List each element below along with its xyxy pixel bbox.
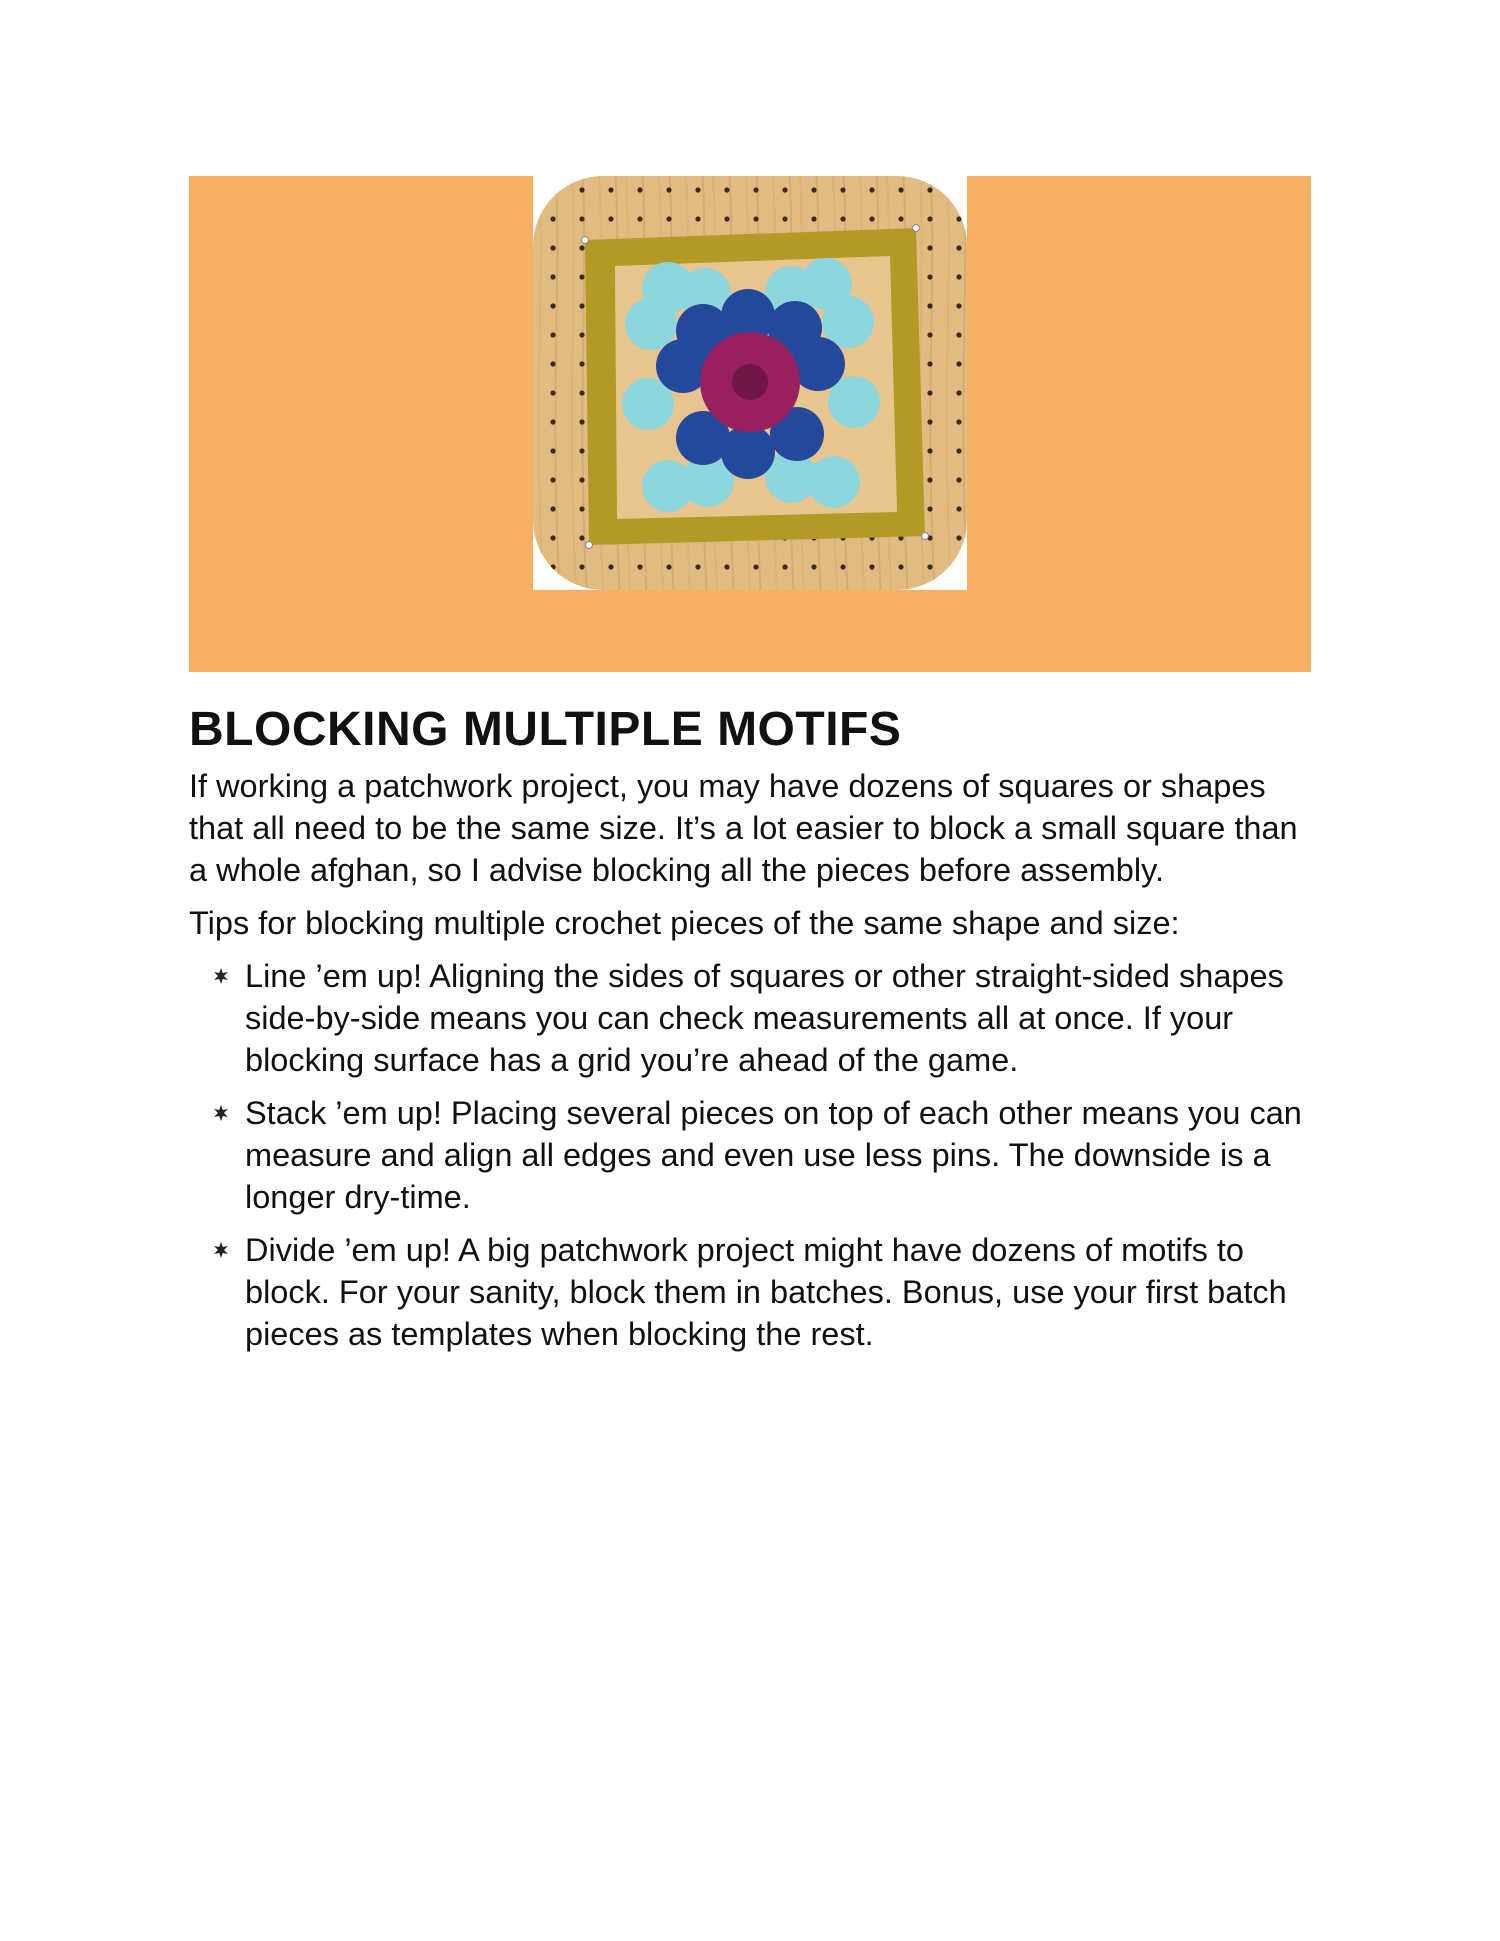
peg-hole xyxy=(550,477,555,482)
peg-hole xyxy=(608,216,613,221)
peg-hole xyxy=(550,535,555,540)
peg-hole xyxy=(608,187,613,192)
intro-paragraph: If working a patchwork project, you may have dozens of squares or shapes that all need to be the same size. It’s a lot easier to block a small square than a whole afghan, so I advise blocking all the pieces before assembly. xyxy=(189,768,1298,888)
light-blue-cluster xyxy=(625,298,677,350)
peg-hole xyxy=(956,506,961,511)
peg-hole xyxy=(579,535,584,540)
peg-hole xyxy=(550,332,555,337)
peg-hole xyxy=(695,216,700,221)
peg-hole xyxy=(840,187,845,192)
peg-hole xyxy=(869,564,874,569)
peg-hole xyxy=(579,390,584,395)
peg-hole xyxy=(579,564,584,569)
peg-hole xyxy=(579,187,584,192)
peg-hole xyxy=(579,477,584,482)
tip-text: Stack ’em up! Placing several pieces on top of each other means you can measure and align all edges and even use less pins. The downside is a longer dry-time. xyxy=(245,1095,1302,1215)
pin-head xyxy=(922,533,929,540)
tip-text: Divide ’em up! A big patchwork project might have dozens of motifs to block. For your sanity, block them in batches. Bonus, use your first batch pieces as templates when blocking the rest. xyxy=(245,1232,1287,1352)
peg-hole xyxy=(637,187,642,192)
peg-hole xyxy=(956,245,961,250)
body-text xyxy=(189,765,1319,1366)
starburst-bullet-icon xyxy=(213,1242,229,1258)
peg-hole xyxy=(782,216,787,221)
peg-hole xyxy=(927,303,932,308)
peg-hole xyxy=(782,564,787,569)
peg-hole xyxy=(927,245,932,250)
peg-hole xyxy=(956,187,961,192)
peg-hole xyxy=(956,535,961,540)
list-item xyxy=(245,1092,1319,1218)
tips-lead-in: Tips for blocking multiple crochet pieces of the same shape and size: xyxy=(189,905,1180,941)
peg-hole xyxy=(666,564,671,569)
peg-hole xyxy=(956,390,961,395)
list-item xyxy=(245,955,1319,1081)
page-title: BLOCKING MULTIPLE MOTIFS xyxy=(189,703,902,756)
peg-hole xyxy=(724,216,729,221)
list-item xyxy=(245,1229,1319,1355)
pin-head xyxy=(913,225,920,232)
peg-hole xyxy=(753,564,758,569)
peg-hole xyxy=(608,564,613,569)
peg-hole xyxy=(956,274,961,279)
peg-hole xyxy=(927,564,932,569)
dark-blue-cluster xyxy=(721,425,775,479)
peg-hole xyxy=(579,448,584,453)
peg-hole xyxy=(927,274,932,279)
peg-hole xyxy=(956,216,961,221)
peg-hole xyxy=(550,216,555,221)
peg-hole xyxy=(579,506,584,511)
tip-text: Line ’em up! Aligning the sides of squares or other straight-sided shapes side-by-side means you can check measurements all at once. If your blocking surface has a grid you’re ahead of the game. xyxy=(245,958,1284,1078)
peg-hole xyxy=(956,332,961,337)
peg-hole xyxy=(869,216,874,221)
granny-square-motif xyxy=(582,225,929,549)
peg-hole xyxy=(579,274,584,279)
peg-hole xyxy=(956,564,961,569)
pin-head xyxy=(582,237,589,244)
peg-hole xyxy=(579,216,584,221)
peg-hole xyxy=(695,187,700,192)
peg-hole xyxy=(811,216,816,221)
peg-hole xyxy=(811,187,816,192)
starburst-bullet-icon xyxy=(213,968,229,984)
granny-square-photo xyxy=(533,176,967,590)
peg-hole xyxy=(579,332,584,337)
peg-hole xyxy=(840,564,845,569)
peg-hole xyxy=(956,477,961,482)
peg-hole xyxy=(898,187,903,192)
peg-hole xyxy=(956,303,961,308)
peg-hole xyxy=(811,564,816,569)
tips-list xyxy=(189,955,1319,1355)
peg-hole xyxy=(579,361,584,366)
peg-hole xyxy=(637,216,642,221)
crochet-granny-square-image xyxy=(533,176,967,590)
peg-hole xyxy=(782,187,787,192)
peg-hole xyxy=(956,448,961,453)
peg-hole xyxy=(637,564,642,569)
peg-hole xyxy=(550,506,555,511)
peg-hole xyxy=(956,361,961,366)
magenta-center-ring xyxy=(732,364,768,400)
peg-hole xyxy=(927,390,932,395)
peg-hole xyxy=(898,564,903,569)
peg-hole xyxy=(927,419,932,424)
peg-hole xyxy=(753,216,758,221)
peg-hole xyxy=(550,245,555,250)
peg-hole xyxy=(579,419,584,424)
peg-hole xyxy=(753,187,758,192)
peg-hole xyxy=(550,187,555,192)
peg-hole xyxy=(927,187,932,192)
peg-hole xyxy=(956,419,961,424)
peg-hole xyxy=(550,564,555,569)
peg-hole xyxy=(666,216,671,221)
peg-hole xyxy=(666,187,671,192)
peg-hole xyxy=(927,361,932,366)
peg-hole xyxy=(898,216,903,221)
peg-hole xyxy=(724,187,729,192)
peg-hole xyxy=(550,390,555,395)
starburst-bullet-icon xyxy=(213,1105,229,1121)
peg-hole xyxy=(840,216,845,221)
peg-hole xyxy=(550,274,555,279)
peg-hole xyxy=(869,187,874,192)
peg-hole xyxy=(927,332,932,337)
peg-hole xyxy=(724,564,729,569)
peg-hole xyxy=(927,216,932,221)
peg-hole xyxy=(579,303,584,308)
peg-hole xyxy=(927,506,932,511)
peg-hole xyxy=(927,477,932,482)
peg-hole xyxy=(579,245,584,250)
pin-head xyxy=(586,542,593,549)
peg-hole xyxy=(550,303,555,308)
peg-hole xyxy=(550,361,555,366)
peg-hole xyxy=(695,564,700,569)
peg-hole xyxy=(927,448,932,453)
peg-hole xyxy=(550,419,555,424)
peg-hole xyxy=(550,448,555,453)
